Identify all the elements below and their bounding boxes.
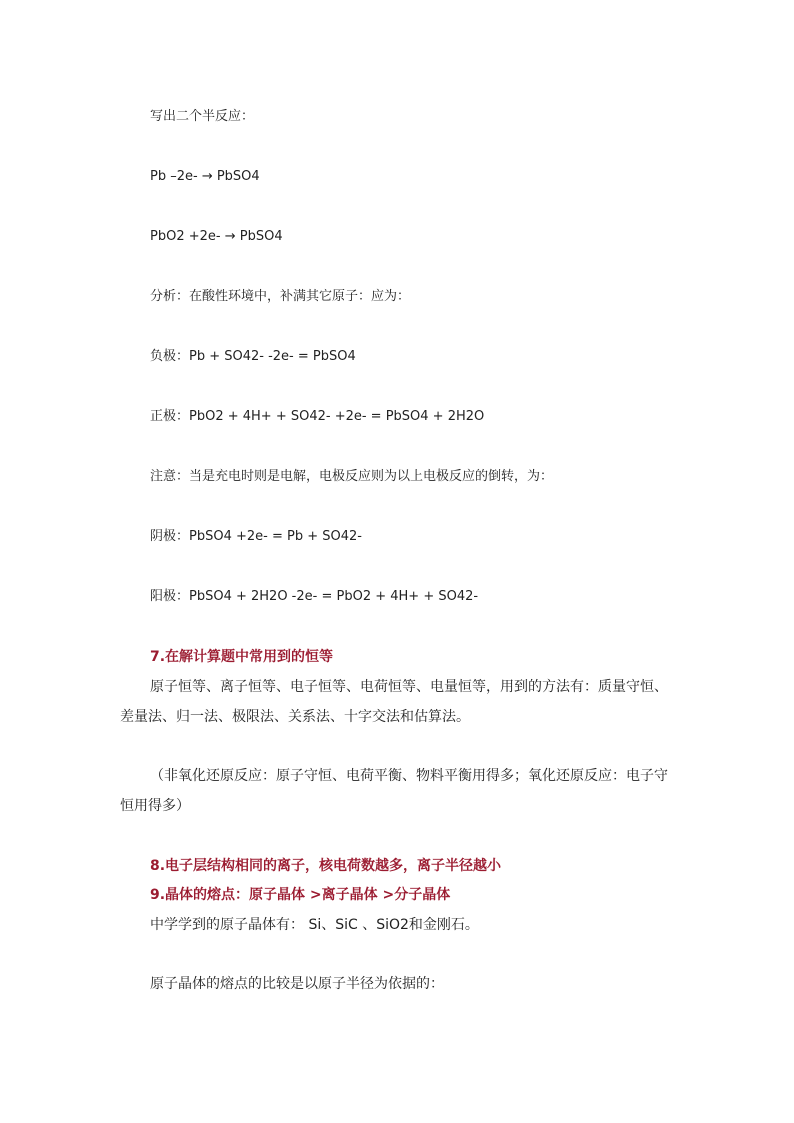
text-line-positive-electrode: 正极：PbO2 + 4H+ + SO42- +2e- = PbSO4 + 2H2O [150,409,485,424]
text-line-analysis: 分析：在酸性环境中，补满其它原子：应为： [150,289,411,304]
section-9-heading: 9.晶体的熔点：原子晶体 >离子晶体 >分子晶体 [150,887,451,903]
text-line-cathode: 阴极：PbSO4 +2e- = Pb + SO42- [150,529,362,544]
text-line-negative-electrode: 负极：Pb + SO42- -2e- = PbSO4 [150,349,356,364]
section-7-paragraph-2: （非氧化还原反应：原子守恒、电荷平衡、物料平衡用得多；氧化还原反应：电子守恒用得多） [120,768,668,814]
text-line-anode: 阳极：PbSO4 + 2H2O -2e- = PbO2 + 4H+ + SO42- [150,589,479,604]
text-line-pbo2-reduction: PbO2 +2e- → PbSO4 [150,229,283,244]
text-line-half-reactions: 写出二个半反应： [150,109,255,124]
section-7-heading: 7.在解计算题中常用到的恒等 [150,649,334,665]
text-line-charging-note: 注意：当是充电时则是电解，电极反应则为以上电极反应的倒转，为： [150,469,554,484]
section-7-paragraph-1: 原子恒等、离子恒等、电子恒等、电荷恒等、电量恒等，用到的方法有：质量守恒、差量法、归一法、极限法、关系法、十字交法和估算法。 [120,679,668,725]
section-9-line-1: 中学学到的原子晶体有： Si、SiC 、SiO2和金刚石。 [150,917,479,933]
text-line-pb-oxidation: Pb –2e- → PbSO4 [150,169,260,184]
section-9-line-2: 原子晶体的熔点的比较是以原子半径为依据的： [150,976,444,992]
section-8-heading: 8.电子层结构相同的离子，核电荷数越多，离子半径越小 [150,858,502,874]
